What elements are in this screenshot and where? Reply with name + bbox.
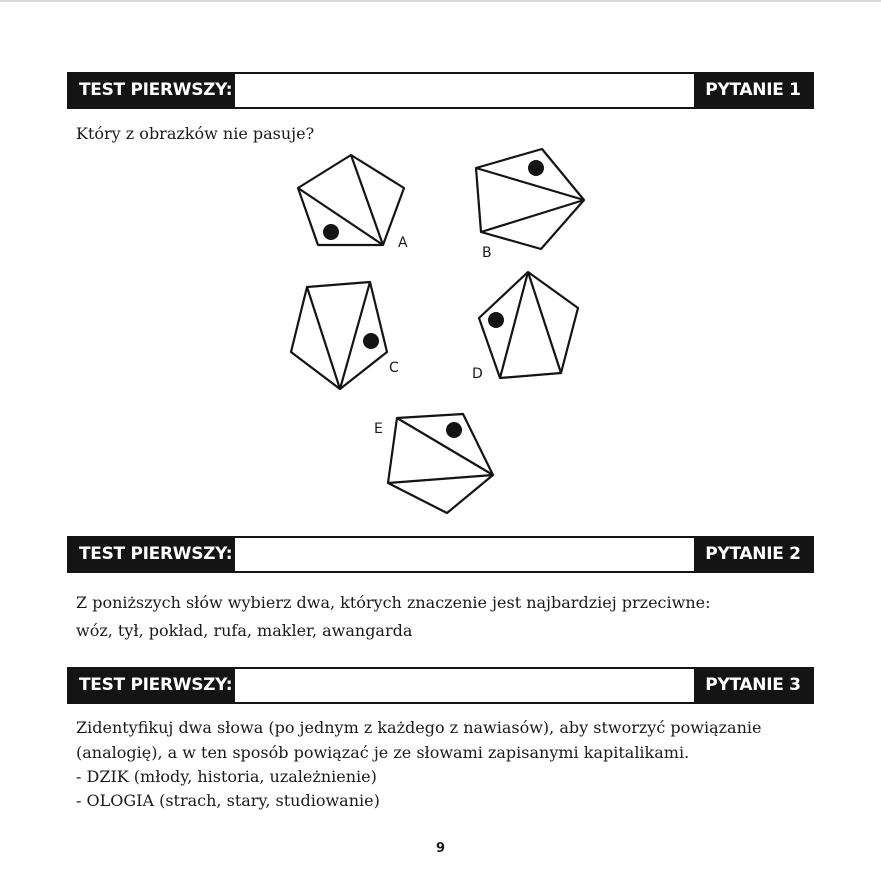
- figure-label-d: D: [472, 366, 483, 382]
- question-number: PYTANIE 3: [694, 669, 812, 702]
- question-2-line-1: Z poniższych słów wybierz dwa, których znaczenie jest najbardziej przeciwne:: [76, 593, 711, 612]
- figure-label-a: A: [398, 235, 408, 251]
- question-3-line-2: (analogię), a w ten sposób powiązać je ze słowami zapisanymi kapitalikami.: [76, 743, 690, 762]
- question-2-line-2: wóz, tył, pokład, rufa, makler, awangarda: [76, 621, 413, 640]
- figure-b: [476, 149, 584, 249]
- page-number: 9: [435, 841, 446, 856]
- question-3-header: [67, 667, 814, 704]
- test-label: TEST PIERWSZY:: [69, 538, 235, 571]
- figure-a: [298, 155, 404, 245]
- question-1-prompt: Który z obrazków nie pasuje?: [76, 124, 315, 143]
- figure-label-c: C: [389, 360, 399, 376]
- question-number: PYTANIE 1: [694, 74, 812, 107]
- question-3-line-4: - OLOGIA (strach, stary, studiowanie): [76, 791, 380, 810]
- question-3-line-1: Zidentyfikuj dwa słowa (po jednym z każdego z nawiasów), aby stworzyć powiązanie: [76, 718, 762, 737]
- test-label: TEST PIERWSZY:: [69, 74, 235, 107]
- figure-label-b: B: [482, 245, 492, 261]
- figure-d: [479, 272, 578, 378]
- question-2-header: [67, 536, 814, 573]
- question-number: PYTANIE 2: [694, 538, 812, 571]
- figure-e: [388, 414, 493, 513]
- test-label: TEST PIERWSZY:: [69, 669, 235, 702]
- figure-label-e: E: [374, 421, 383, 437]
- question-3-line-3: - DZIK (młody, historia, uzależnienie): [76, 767, 377, 786]
- figure-c: [291, 282, 387, 389]
